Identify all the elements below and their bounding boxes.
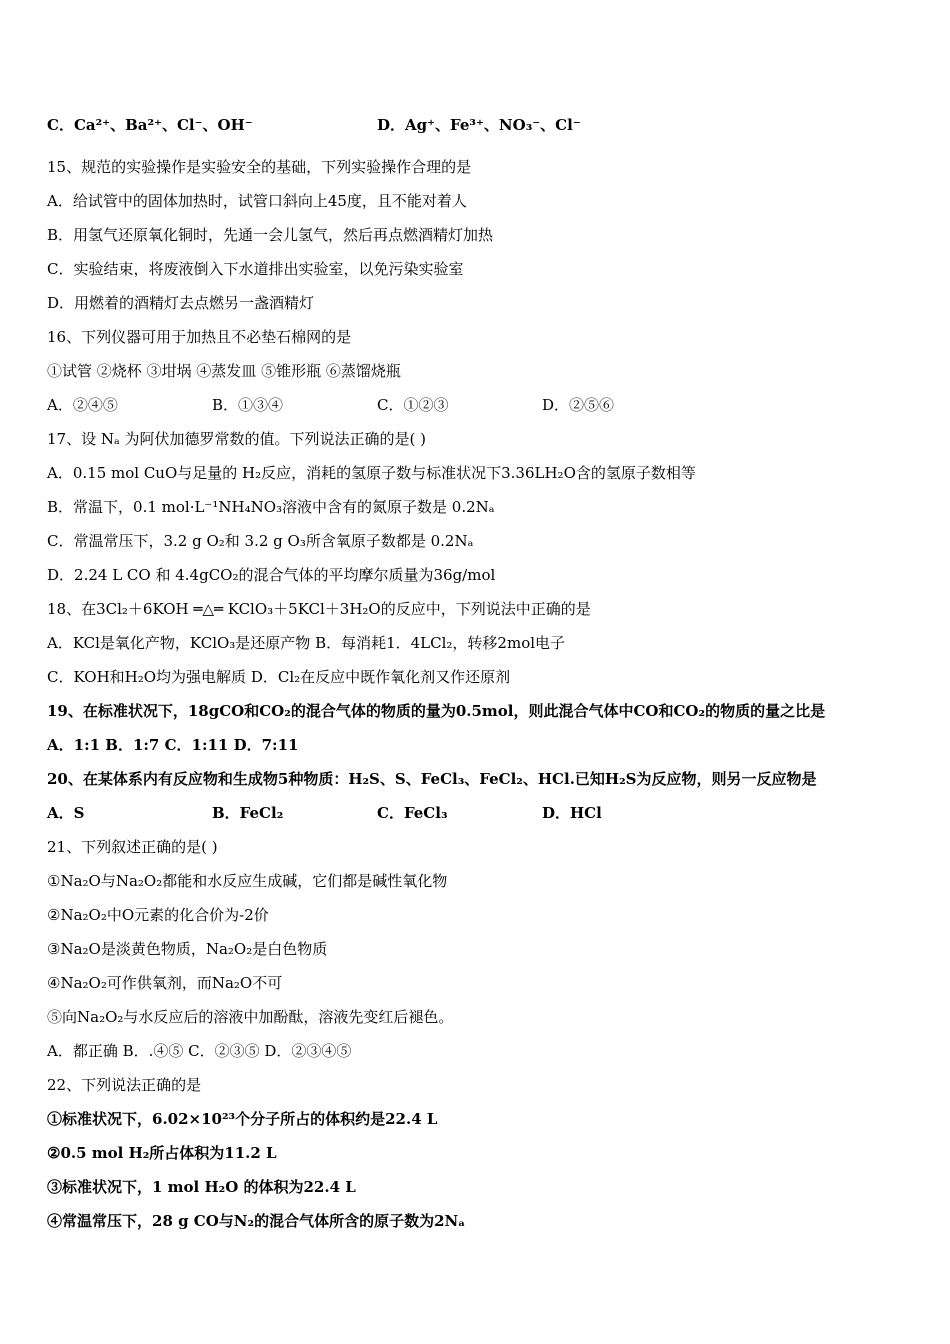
q22-statement-4: ④常温常压下，28 g CO与N₂的混合气体所含的原子数为2Nₐ — [47, 1212, 466, 1230]
q17-option-c: C．常温常压下，3.2 g O₂和 3.2 g O₃所含氧原子数都是 0.2Nₐ — [47, 532, 474, 550]
q21-statement-1: ①Na₂O与Na₂O₂都能和水反应生成碱，它们都是碱性氧化物 — [47, 872, 448, 890]
q15-option-d: D．用燃着的酒精灯去点燃另一盏酒精灯 — [47, 294, 315, 312]
q20-option-c: C．FeCl₃ — [377, 804, 448, 822]
q20-option-b: B．FeCl₂ — [212, 804, 284, 822]
exam-page — [47, 112, 907, 1242]
q22-statement-3: ③标准状况下，1 mol H₂O 的体积为22.4 L — [47, 1178, 356, 1196]
q18-options-ab: A．KCl是氧化产物，KClO₃是还原产物 B．每消耗1．4LCl₂，转移2mol电子 — [47, 634, 566, 652]
q16-option-a: A．②④⑤ — [47, 396, 118, 414]
q21-statement-2: ②Na₂O₂中O元素的化合价为-2价 — [47, 906, 269, 924]
q17-option-a: A．0.15 mol CuO与足量的 H₂反应，消耗的氢原子数与标准状况下3.36LH₂O含的氢原子数相等 — [47, 464, 696, 482]
q16-option-c: C．①②③ — [377, 396, 449, 414]
q20-option-a: A．S — [47, 804, 85, 822]
q17-option-b: B．常温下，0.1 mol·L⁻¹NH₄NO₃溶液中含有的氮原子数是 0.2Nₐ — [47, 498, 495, 516]
q14-option-d: D．Ag⁺、Fe³⁺、NO₃⁻、Cl⁻ — [377, 116, 581, 134]
q16-option-b: B．①③④ — [212, 396, 284, 414]
q14-option-c: C．Ca²⁺、Ba²⁺、Cl⁻、OH⁻ — [47, 116, 253, 134]
q22-statement-1: ①标准状况下，6.02×10²³个分子所占的体积约是22.4 L — [47, 1110, 438, 1128]
q20-option-d: D．HCl — [542, 804, 602, 822]
q15-option-a: A．给试管中的固体加热时，试管口斜向上45度，且不能对着人 — [47, 192, 467, 210]
q15-option-b: B．用氢气还原氧化铜时，先通一会儿氢气，然后再点燃酒精灯加热 — [47, 226, 494, 244]
q20-stem: 20、在某体系内有反应物和生成物5种物质：H₂S、S、FeCl₃、FeCl₂、HCl.已知H₂S为反应物，则另一反应物是 — [47, 770, 817, 788]
q20-options — [47, 800, 907, 834]
q21-statement-3: ③Na₂O是淡黄色物质，Na₂O₂是白色物质 — [47, 940, 328, 958]
q21-statement-4: ④Na₂O₂可作供氧剂，而Na₂O不可 — [47, 974, 283, 992]
q21-options: A．都正确 B．.④⑤ C．②③⑤ D．②③④⑤ — [47, 1042, 352, 1060]
q15-option-c: C．实验结束，将废液倒入下水道排出实验室，以免污染实验室 — [47, 260, 464, 278]
q18-stem: 18、在3Cl₂＋6KOH ═△═ KClO₃＋5KCl＋3H₂O的反应中，下列说法中正确的是 — [47, 600, 591, 618]
q18-options-cd: C．KOH和H₂O均为强电解质 D．Cl₂在反应中既作氧化剂又作还原剂 — [47, 668, 511, 686]
q17-option-d: D．2.24 L CO 和 4.4gCO₂的混合气体的平均摩尔质量为36g/mol — [47, 566, 496, 584]
q22-statement-2: ②0.5 mol H₂所占体积为11.2 L — [47, 1144, 277, 1162]
q21-statement-5: ⑤向Na₂O₂与水反应后的溶液中加酚酞，溶液先变红后褪色。 — [47, 1008, 454, 1026]
q16-stem: 16、下列仪器可用于加热且不必垫石棉网的是 — [47, 328, 352, 346]
q16-option-d: D．②⑤⑥ — [542, 396, 615, 414]
q17-stem: 17、设 Nₐ 为阿伏加德罗常数的值。下列说法正确的是( ) — [47, 430, 427, 448]
q16-options — [47, 392, 907, 426]
q21-stem: 21、下列叙述正确的是( ) — [47, 838, 218, 856]
q15-stem: 15、规范的实验操作是实验安全的基础，下列实验操作合理的是 — [47, 158, 472, 176]
q22-stem: 22、下列说法正确的是 — [47, 1076, 202, 1094]
q16-items: ①试管 ②烧杯 ③坩埚 ④蒸发皿 ⑤锥形瓶 ⑥蒸馏烧瓶 — [47, 362, 401, 380]
q19-options: A．1:1 B．1:7 C．1:11 D．7:11 — [47, 736, 299, 754]
q14-options — [47, 112, 907, 146]
q19-stem: 19、在标准状况下，18gCO和CO₂的混合气体的物质的量为0.5mol，则此混合气体中CO和CO₂的物质的量之比是 — [47, 702, 826, 720]
